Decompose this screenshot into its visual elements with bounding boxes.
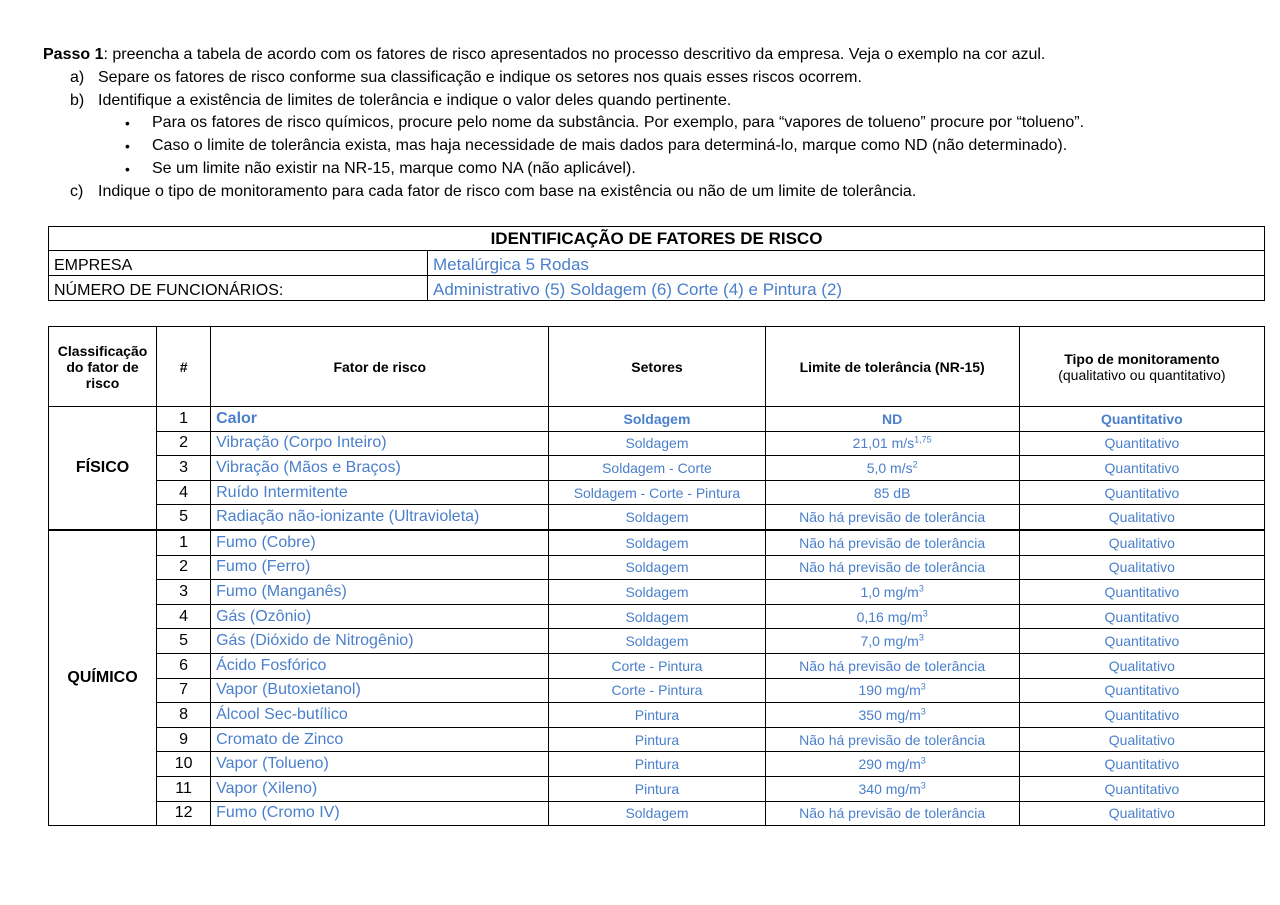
row-number: 8	[157, 703, 211, 728]
row-number: 2	[157, 431, 211, 456]
bullet-icon: •	[125, 160, 130, 177]
table-row	[49, 776, 1265, 801]
item-text: Identifique a existência de limites de tolerância e indique o valor deles quando pertinente.	[98, 91, 732, 109]
risk-factor: Ácido Fosfórico	[211, 653, 549, 678]
limit-cell	[765, 678, 1019, 703]
limit-exponent: 3	[918, 632, 924, 643]
monitoring-cell: Qualitativo	[1019, 653, 1264, 678]
limit-exponent: 1,75	[914, 434, 932, 445]
table-row	[49, 604, 1265, 629]
risk-factor: Vibração (Mãos e Braços)	[211, 456, 549, 481]
sectors-cell: Pintura	[549, 752, 765, 777]
row-number: 1	[157, 407, 211, 432]
limit-cell	[765, 629, 1019, 654]
col-monitoring	[1019, 327, 1264, 407]
table-row	[49, 580, 1265, 605]
table-row	[49, 431, 1265, 456]
risk-factor: Ruído Intermitente	[211, 480, 549, 505]
risk-table-body	[49, 407, 1265, 826]
limit-cell	[765, 580, 1019, 605]
risk-factor: Gás (Ozônio)	[211, 604, 549, 629]
table-row	[49, 678, 1265, 703]
instruction-item	[43, 90, 1263, 113]
limit-exponent: 3	[922, 607, 928, 618]
monitoring-cell: Quantitativo	[1019, 480, 1264, 505]
limit-exponent: 2	[912, 459, 918, 470]
sectors-cell: Soldagem - Corte	[549, 456, 765, 481]
table-row	[49, 653, 1265, 678]
row-number: 10	[157, 752, 211, 777]
limit-cell	[765, 653, 1019, 678]
risk-factor: Fumo (Cobre)	[211, 530, 549, 555]
monitoring-cell: Quantitativo	[1019, 629, 1264, 654]
limit-value: 7,0 mg/m	[860, 633, 919, 650]
limit-value: 0,16 mg/m	[856, 608, 923, 625]
limit-cell	[765, 752, 1019, 777]
limit-cell	[765, 456, 1019, 481]
row-number: 3	[157, 456, 211, 481]
monitoring-cell: Quantitativo	[1019, 456, 1264, 481]
table-row	[49, 752, 1265, 777]
limit-value: Não há previsão de tolerância	[799, 805, 986, 822]
employees-label: NÚMERO DE FUNCIONÁRIOS:	[49, 276, 428, 301]
risk-factor: Calor	[211, 407, 549, 432]
limit-exponent: 3	[918, 583, 924, 594]
limit-cell	[765, 555, 1019, 580]
identification-title: IDENTIFICAÇÃO DE FATORES DE RISCO	[49, 227, 1265, 251]
step-label: Passo 1	[43, 46, 104, 63]
monitoring-cell: Quantitativo	[1019, 407, 1264, 432]
sectors-cell: Corte - Pintura	[549, 653, 765, 678]
sectors-cell: Soldagem - Corte - Pintura	[549, 480, 765, 505]
table-row	[49, 703, 1265, 728]
col-limit: Limite de tolerância (NR-15)	[765, 327, 1019, 407]
bullet-item	[43, 158, 1263, 181]
company-label: EMPRESA	[49, 251, 428, 276]
limit-value: Não há previsão de tolerância	[799, 657, 986, 674]
monitoring-cell: Quantitativo	[1019, 604, 1264, 629]
sectors-cell: Soldagem	[549, 604, 765, 629]
row-number: 11	[157, 776, 211, 801]
row-number: 6	[157, 653, 211, 678]
risk-factor: Vapor (Xileno)	[211, 776, 549, 801]
monitoring-cell: Qualitativo	[1019, 530, 1264, 555]
row-number: 2	[157, 555, 211, 580]
row-number: 12	[157, 801, 211, 826]
limit-exponent: 3	[920, 780, 926, 791]
item-marker: c)	[70, 182, 84, 200]
risk-factors-table	[48, 326, 1265, 826]
limit-value: 190 mg/m	[858, 682, 921, 699]
monitoring-cell: Qualitativo	[1019, 727, 1264, 752]
sectors-cell: Corte - Pintura	[549, 678, 765, 703]
limit-cell	[765, 801, 1019, 826]
limit-value: ND	[882, 410, 903, 427]
limit-value: 5,0 m/s	[866, 459, 913, 476]
row-number: 7	[157, 678, 211, 703]
risk-factor: Gás (Dióxido de Nitrogênio)	[211, 629, 549, 654]
limit-cell	[765, 776, 1019, 801]
sectors-cell: Soldagem	[549, 580, 765, 605]
limit-value: 290 mg/m	[858, 756, 921, 773]
bullet-item	[43, 135, 1263, 158]
limit-cell	[765, 505, 1019, 530]
limit-cell	[765, 703, 1019, 728]
risk-factor: Vibração (Corpo Inteiro)	[211, 431, 549, 456]
monitoring-cell: Quantitativo	[1019, 431, 1264, 456]
row-number: 4	[157, 604, 211, 629]
company-value: Metalúrgica 5 Rodas	[428, 251, 1265, 276]
monitoring-cell: Qualitativo	[1019, 801, 1264, 826]
limit-exponent: 3	[920, 755, 926, 766]
limit-cell	[765, 407, 1019, 432]
limit-value: Não há previsão de tolerância	[799, 534, 986, 551]
table-row	[49, 505, 1265, 530]
col-monitoring-title: Tipo de monitoramento	[1064, 350, 1220, 367]
table-row	[49, 530, 1265, 555]
table-row	[49, 727, 1265, 752]
col-number: #	[157, 327, 211, 407]
limit-value: 340 mg/m	[858, 780, 921, 797]
col-factor: Fator de risco	[211, 327, 549, 407]
monitoring-cell: Qualitativo	[1019, 555, 1264, 580]
sectors-cell: Soldagem	[549, 530, 765, 555]
bullet-text: Caso o limite de tolerância exista, mas haja necessidade de mais dados para determiná-lo, marque como ND (não determinado).	[152, 137, 1068, 155]
item-marker: b)	[70, 91, 85, 109]
monitoring-cell: Quantitativo	[1019, 776, 1264, 801]
bullet-item	[43, 112, 1263, 135]
row-number: 4	[157, 480, 211, 505]
risk-factor: Vapor (Tolueno)	[211, 752, 549, 777]
sectors-cell: Soldagem	[549, 407, 765, 432]
limit-exponent: 3	[920, 706, 926, 717]
limit-value: Não há previsão de tolerância	[799, 731, 986, 748]
row-number: 1	[157, 530, 211, 555]
table-row	[49, 456, 1265, 481]
risk-factor: Radiação não-ionizante (Ultravioleta)	[211, 505, 549, 530]
table-row	[49, 801, 1265, 826]
limit-value: Não há previsão de tolerância	[799, 559, 986, 576]
limit-exponent: 3	[920, 681, 926, 692]
row-number: 5	[157, 505, 211, 530]
sectors-cell: Soldagem	[549, 505, 765, 530]
risk-factor: Fumo (Ferro)	[211, 555, 549, 580]
monitoring-cell: Quantitativo	[1019, 580, 1264, 605]
table-row	[49, 480, 1265, 505]
bullet-icon: •	[125, 138, 130, 155]
risk-factor: Vapor (Butoxietanol)	[211, 678, 549, 703]
row-number: 9	[157, 727, 211, 752]
row-number: 5	[157, 629, 211, 654]
col-sectors: Setores	[549, 327, 765, 407]
risk-factor: Fumo (Cromo IV)	[211, 801, 549, 826]
risk-factor: Cromato de Zinco	[211, 727, 549, 752]
limit-value: 21,01 m/s	[852, 435, 915, 452]
step-line	[43, 44, 1263, 67]
sectors-cell: Pintura	[549, 703, 765, 728]
table-header-row	[49, 327, 1265, 407]
bullet-icon: •	[125, 115, 130, 132]
row-number: 3	[157, 580, 211, 605]
limit-cell	[765, 727, 1019, 752]
classification-cell: FÍSICO	[49, 407, 157, 530]
step-text: : preencha a tabela de acordo com os fatores de risco apresentados no processo descritivo da empresa. Veja o exemplo na cor azul.	[103, 46, 1046, 63]
limit-cell	[765, 604, 1019, 629]
limit-cell	[765, 480, 1019, 505]
sectors-cell: Soldagem	[549, 629, 765, 654]
item-text: Indique o tipo de monitoramento para cada fator de risco com base na existência ou não de um limite de tolerância.	[98, 182, 917, 200]
limit-cell	[765, 530, 1019, 555]
limit-value: 1,0 mg/m	[860, 583, 919, 600]
monitoring-cell: Qualitativo	[1019, 505, 1264, 530]
risk-factor: Álcool Sec-butílico	[211, 703, 549, 728]
limit-value: Não há previsão de tolerância	[799, 509, 986, 526]
risk-factor: Fumo (Manganês)	[211, 580, 549, 605]
bullet-text: Para os fatores de risco químicos, procure pelo nome da substância. Por exemplo, para “vapores de tolueno” procure por “tolueno”.	[152, 114, 1085, 132]
item-text: Separe os fatores de risco conforme sua classificação e indique os setores nos quais esses riscos ocorrem.	[98, 68, 862, 86]
limit-cell	[765, 431, 1019, 456]
item-marker: a)	[70, 68, 85, 86]
table-row	[49, 407, 1265, 432]
bullet-text: Se um limite não existir na NR-15, marque como NA (não aplicável).	[152, 159, 636, 177]
limit-value: 85 dB	[873, 484, 911, 501]
table-row	[49, 629, 1265, 654]
sectors-cell: Soldagem	[549, 431, 765, 456]
identification-table	[48, 226, 1265, 301]
monitoring-cell: Quantitativo	[1019, 678, 1264, 703]
monitoring-cell: Quantitativo	[1019, 752, 1264, 777]
sectors-cell: Pintura	[549, 776, 765, 801]
instructions	[43, 44, 1263, 204]
monitoring-cell: Quantitativo	[1019, 703, 1264, 728]
classification-cell: QUÍMICO	[49, 530, 157, 826]
sectors-cell: Soldagem	[549, 555, 765, 580]
instruction-item	[43, 67, 1263, 90]
employees-value: Administrativo (5) Soldagem (6) Corte (4) e Pintura (2)	[428, 276, 1265, 301]
col-monitoring-subtitle: (qualitativo ou quantitativo)	[1058, 366, 1226, 383]
col-classification: Classificação do fator de risco	[49, 327, 157, 407]
sectors-cell: Soldagem	[549, 801, 765, 826]
table-row	[49, 555, 1265, 580]
sectors-cell: Pintura	[549, 727, 765, 752]
limit-value: 350 mg/m	[858, 706, 921, 723]
instruction-item	[43, 181, 1263, 204]
